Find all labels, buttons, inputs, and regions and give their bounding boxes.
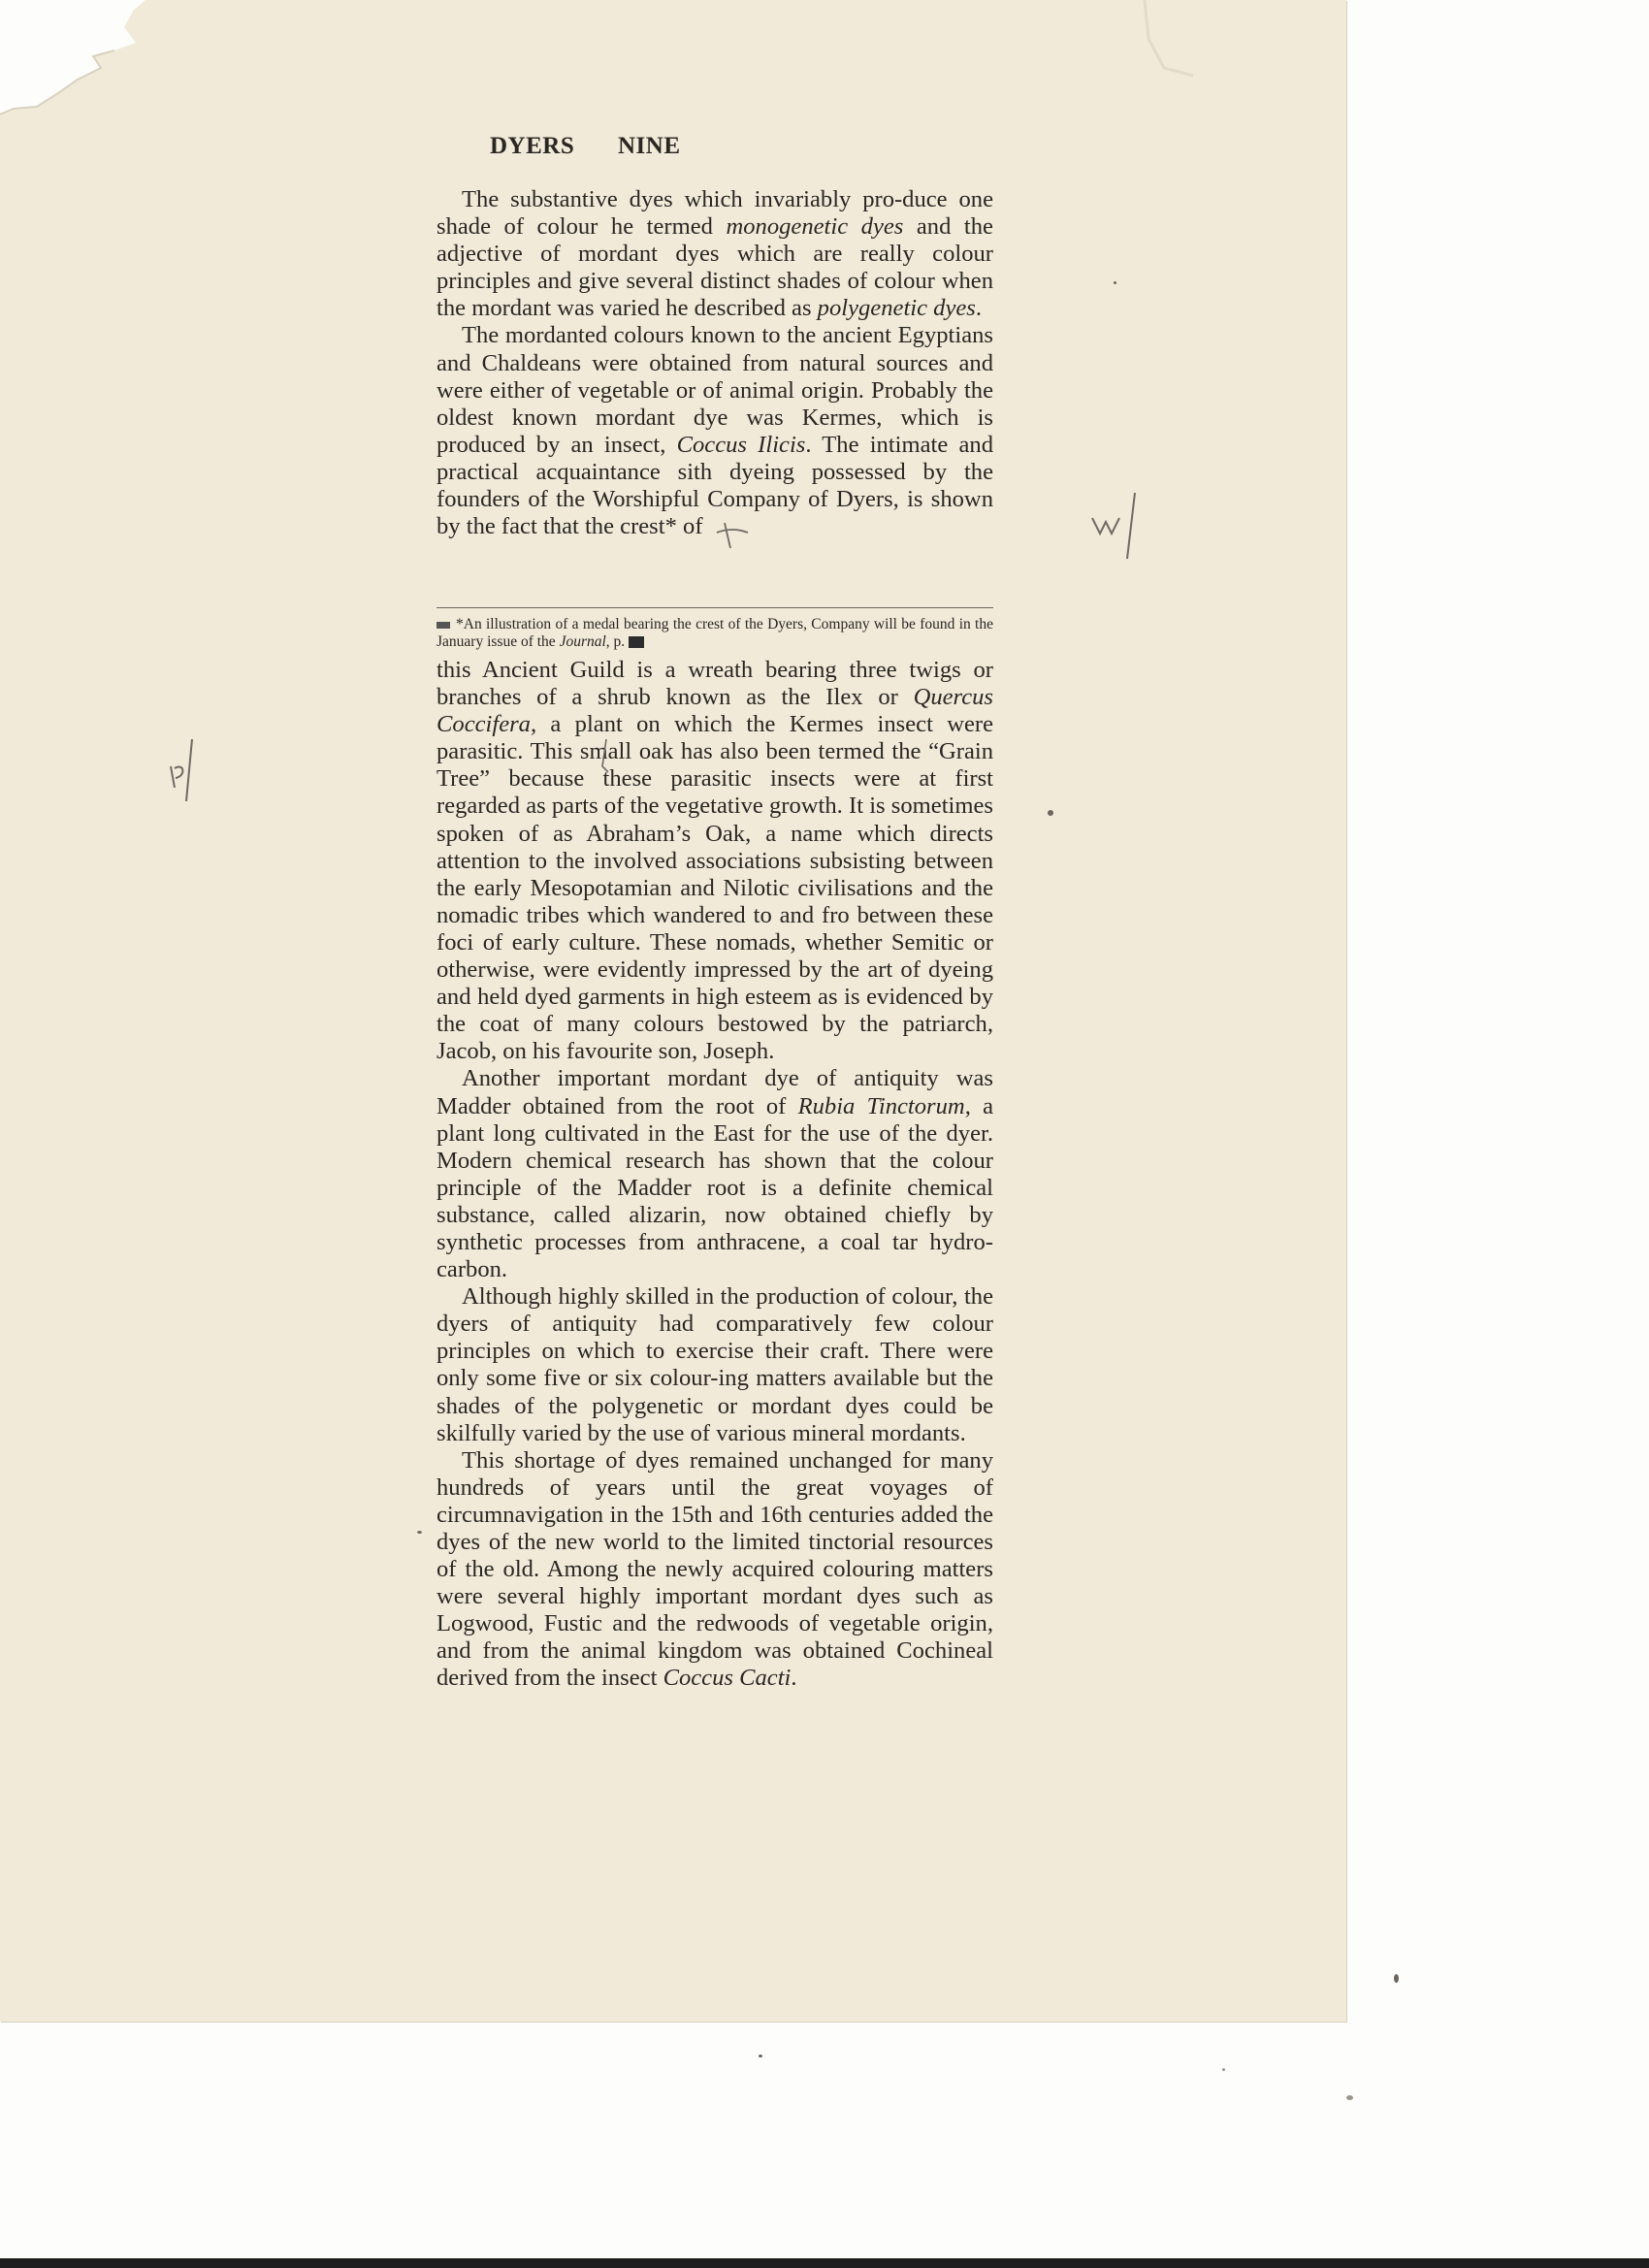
text-run: . <box>975 295 983 322</box>
running-head: DYERS NINE <box>490 133 681 159</box>
text-run: , a plant long cultivated in the East for the use of the dyer. Modern chemical research has shown that the colour principle of the Madder root is a definite chemical substance, called alizarin, now obtained chiefly by synthetic processes from anthracene, a coal tar hydro-carbon. <box>436 1092 994 1283</box>
text-column-top <box>436 186 993 540</box>
text-run: , p. <box>605 633 626 650</box>
italic-run: Coccus Ilicis <box>676 431 806 458</box>
footnote <box>436 616 993 651</box>
speck <box>1346 2095 1353 2100</box>
torn-corner <box>0 0 155 116</box>
scanner-edge <box>0 2258 1649 2268</box>
top-edge-crease <box>1135 0 1251 78</box>
italic-run: Coccus Cacti <box>663 1665 792 1692</box>
paragraph-p3 <box>436 657 993 1065</box>
margin-mark-right-text <box>1088 483 1089 484</box>
text-run: and the adjective of mordant dyes which are really colour principles and give several distinct shades of colour when the mordant was varied he described as <box>436 213 993 322</box>
speck <box>1222 2068 1225 2071</box>
text-column-bottom <box>436 657 993 1693</box>
text-run: . The intimate and practical acquaintance sith dyeing possessed by the founders of the Worshipful Company of Dyers, is shown by the fact that the crest* of <box>436 431 993 540</box>
text-run: this Ancient Guild is a wreath bearing three twigs or branches of a shrub known as the Ilex or <box>436 657 993 711</box>
speck <box>1048 810 1053 816</box>
italic-run: Journal <box>559 633 606 650</box>
margin-mark-left-text <box>165 737 166 738</box>
text-run: This shortage of dyes remained unchanged for many hundreds of years until the great voyages of circumnavigation in the 15th and 16th centuries added the dyes of the new world to the limited tinctorial resources of the old. Among the newly acquired colouring matters were several highly important mordant dyes such as Logwood, Fustic and the redwoods of vegetable origin, and from the animal kingdom was obtained Cochineal derived from the insect <box>436 1446 993 1692</box>
margin-mark-left <box>165 737 204 809</box>
speck <box>759 2055 762 2057</box>
speck <box>1394 1974 1399 1983</box>
italic-run: monogenetic dyes <box>726 213 904 241</box>
ink-blot <box>629 636 644 648</box>
text-run: Another important mordant dye of antiquity was Madder obtained from the root of <box>436 1065 993 1119</box>
paragraph-p6 <box>436 1447 993 1693</box>
footnote-bullet-mark <box>436 622 450 629</box>
italic-run: Quercus Coccifera <box>436 684 993 738</box>
text-run: , a plant on which the Kermes insect were parasitic. This small oak has also been termed the “Grain Tree” because these parasitic insects were at first regarded as parts of the vegetative growth. It is sometimes spoken of as Abraham’s Oak, a name which directs attention to the involved associations subsisting between the early Mesopotamian and Nilotic civilisations and the nomadic tribes which wandered to and fro between these foci of early culture. These nomads, whether Semitic or otherwise, were evidently impressed by the art of dyeing and held dyed garments in high esteem as is evidenced by the coat of many colours bestowed by the patriarch, Jacob, on his favourite son, Joseph. <box>436 711 993 1065</box>
pencil-correction-stroke <box>597 737 616 776</box>
speck <box>1114 281 1116 284</box>
paragraph-p5 <box>436 1283 993 1447</box>
paragraph-p4 <box>436 1065 993 1283</box>
margin-mark-right <box>1088 483 1156 565</box>
text-run: Although highly skilled in the production of colour, the dyers of antiquity had comparatively few colour principles on which to exercise their craft. There were only some five or six colour-ing matters available but the shades of the polygenetic or mordant dyes could be skilfully varied by the use of various mineral mordants. <box>436 1283 993 1446</box>
text-run: The mordanted colours known to the ancient Egyptians and Chaldeans were obtained from natural sources and were either of vegetable or of animal origin. Probably the oldest known mordant dye was Kermes, which is produced by an insect, <box>436 322 993 458</box>
footnote-text <box>436 616 993 650</box>
text-run: The substantive dyes which invariably pro-duce one shade of colour he termed <box>436 186 993 241</box>
footnote-rule <box>436 607 993 608</box>
text-run: *An illustration of a medal bearing the crest of the Dyers, Company will be found in the January issue of the <box>436 616 993 650</box>
italic-run: polygenetic dyes <box>817 295 976 322</box>
pencil-correction-w <box>713 519 752 558</box>
speck <box>417 1531 422 1534</box>
paragraph-p2 <box>436 322 993 540</box>
italic-run: Rubia Tinctorum <box>797 1092 965 1119</box>
paragraph-p1 <box>436 186 993 322</box>
text-run: . <box>791 1665 797 1692</box>
